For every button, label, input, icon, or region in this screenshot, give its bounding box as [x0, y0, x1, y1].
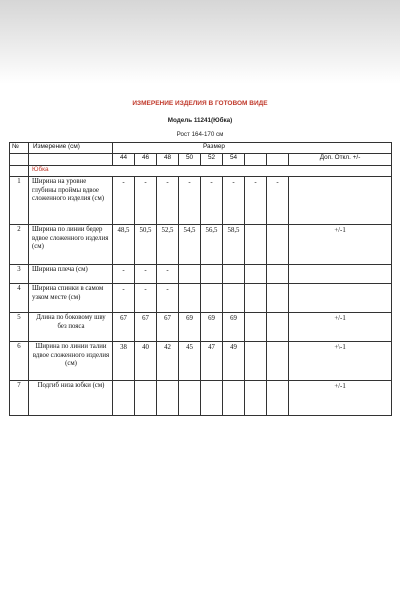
row-value: - [201, 177, 223, 225]
row-measure-name: Ширина по линии бедер вдвое сложенного изделия (см) [29, 225, 113, 265]
row-value [267, 381, 289, 416]
table-row [10, 177, 392, 225]
row-number: 2 [10, 225, 29, 265]
size-44: 44 [113, 154, 135, 166]
row-measure-name: Ширина плеча (см) [29, 265, 113, 284]
row-measure-name: Ширина по линии талии вдвое сложенного изделия (см) [29, 342, 113, 381]
size-52: 52 [201, 154, 223, 166]
size-row-num-cell [10, 154, 29, 166]
row-value: 67 [113, 313, 135, 342]
row-value [267, 284, 289, 313]
row-value [245, 381, 267, 416]
table-row [10, 284, 392, 313]
size-54: 54 [223, 154, 245, 166]
document-title: ИЗМЕРЕНИЕ ИЗДЕЛИЯ В ГОТОВОМ ВИДЕ [132, 100, 268, 107]
table-row [10, 342, 392, 381]
row-value [179, 284, 201, 313]
table-row [10, 381, 392, 416]
row-number: 5 [10, 313, 29, 342]
size-48: 48 [157, 154, 179, 166]
row-value [267, 265, 289, 284]
row-value [201, 284, 223, 313]
row-value: 69 [223, 313, 245, 342]
row-value: - [223, 177, 245, 225]
row-value: 67 [135, 313, 157, 342]
row-value: - [157, 177, 179, 225]
row-value [201, 381, 223, 416]
row-value: 54,5 [179, 225, 201, 265]
row-value [245, 284, 267, 313]
table-row [10, 313, 392, 342]
row-value: 58,5 [223, 225, 245, 265]
row-value: - [113, 284, 135, 313]
height-range-label: Рост 164-170 см [176, 131, 224, 138]
row-value [245, 265, 267, 284]
row-number: 7 [10, 381, 29, 416]
row-value: - [157, 284, 179, 313]
row-value: 67 [157, 313, 179, 342]
size-46: 46 [135, 154, 157, 166]
section-row [10, 166, 392, 177]
section-num-cell [10, 166, 29, 177]
row-value [223, 284, 245, 313]
measurement-table [9, 142, 392, 416]
row-number: 1 [10, 177, 29, 225]
row-value: 38 [113, 342, 135, 381]
row-measure-name: Ширина на уровне глубины проймы вдвое сложенного изделия (см) [29, 177, 113, 225]
row-value: - [245, 177, 267, 225]
row-value: - [135, 284, 157, 313]
row-number: 3 [10, 265, 29, 284]
row-value: 48,5 [113, 225, 135, 265]
model-label: Модель 11241(Юбка) [167, 117, 233, 124]
row-value: - [157, 265, 179, 284]
col-number-header: № [10, 143, 29, 154]
row-tolerance [289, 284, 392, 313]
row-value [245, 313, 267, 342]
row-value [157, 381, 179, 416]
row-value: 69 [179, 313, 201, 342]
row-value [245, 342, 267, 381]
row-value: 45 [179, 342, 201, 381]
row-tolerance: +/-1 [289, 313, 392, 342]
section-label: Юбка [29, 166, 392, 177]
row-value: 49 [223, 342, 245, 381]
row-tolerance: +\-1 [289, 342, 392, 381]
size-row-label-cell [29, 154, 113, 166]
top-gray-band [0, 0, 400, 84]
row-value: - [135, 177, 157, 225]
size-empty-1 [245, 154, 267, 166]
row-value [135, 381, 157, 416]
row-measure-name: Подгиб низа юбки (см) [29, 381, 113, 416]
row-tolerance [289, 177, 392, 225]
row-measure-name: Ширина спинки в самом узком месте (см) [29, 284, 113, 313]
col-measure-header: Измерение (см) [29, 143, 113, 154]
table-row [10, 225, 392, 265]
size-50: 50 [179, 154, 201, 166]
row-value [267, 225, 289, 265]
row-value [267, 342, 289, 381]
row-value [113, 381, 135, 416]
size-row [10, 154, 392, 166]
row-tolerance [289, 265, 392, 284]
row-value: - [267, 177, 289, 225]
row-value: 47 [201, 342, 223, 381]
row-number: 6 [10, 342, 29, 381]
row-tolerance: +/-1 [289, 381, 392, 416]
tolerance-header: Доп. Откл. +/- [289, 154, 392, 166]
col-size-header: Размер [113, 143, 392, 154]
row-value: 50,5 [135, 225, 157, 265]
row-value [223, 381, 245, 416]
row-value [179, 381, 201, 416]
row-value [267, 313, 289, 342]
row-value: - [113, 177, 135, 225]
row-value: 42 [157, 342, 179, 381]
row-value [179, 265, 201, 284]
row-value: 52,5 [157, 225, 179, 265]
row-value [201, 265, 223, 284]
row-value: - [113, 265, 135, 284]
table-row [10, 265, 392, 284]
row-value: 69 [201, 313, 223, 342]
row-number: 4 [10, 284, 29, 313]
row-measure-name: Длина по боковому шву без пояса [29, 313, 113, 342]
row-value [245, 225, 267, 265]
row-value: - [179, 177, 201, 225]
row-value: - [135, 265, 157, 284]
size-empty-2 [267, 154, 289, 166]
row-value: 56,5 [201, 225, 223, 265]
table-header-row [10, 143, 392, 154]
row-value [223, 265, 245, 284]
row-value: 40 [135, 342, 157, 381]
row-tolerance: +/-1 [289, 225, 392, 265]
